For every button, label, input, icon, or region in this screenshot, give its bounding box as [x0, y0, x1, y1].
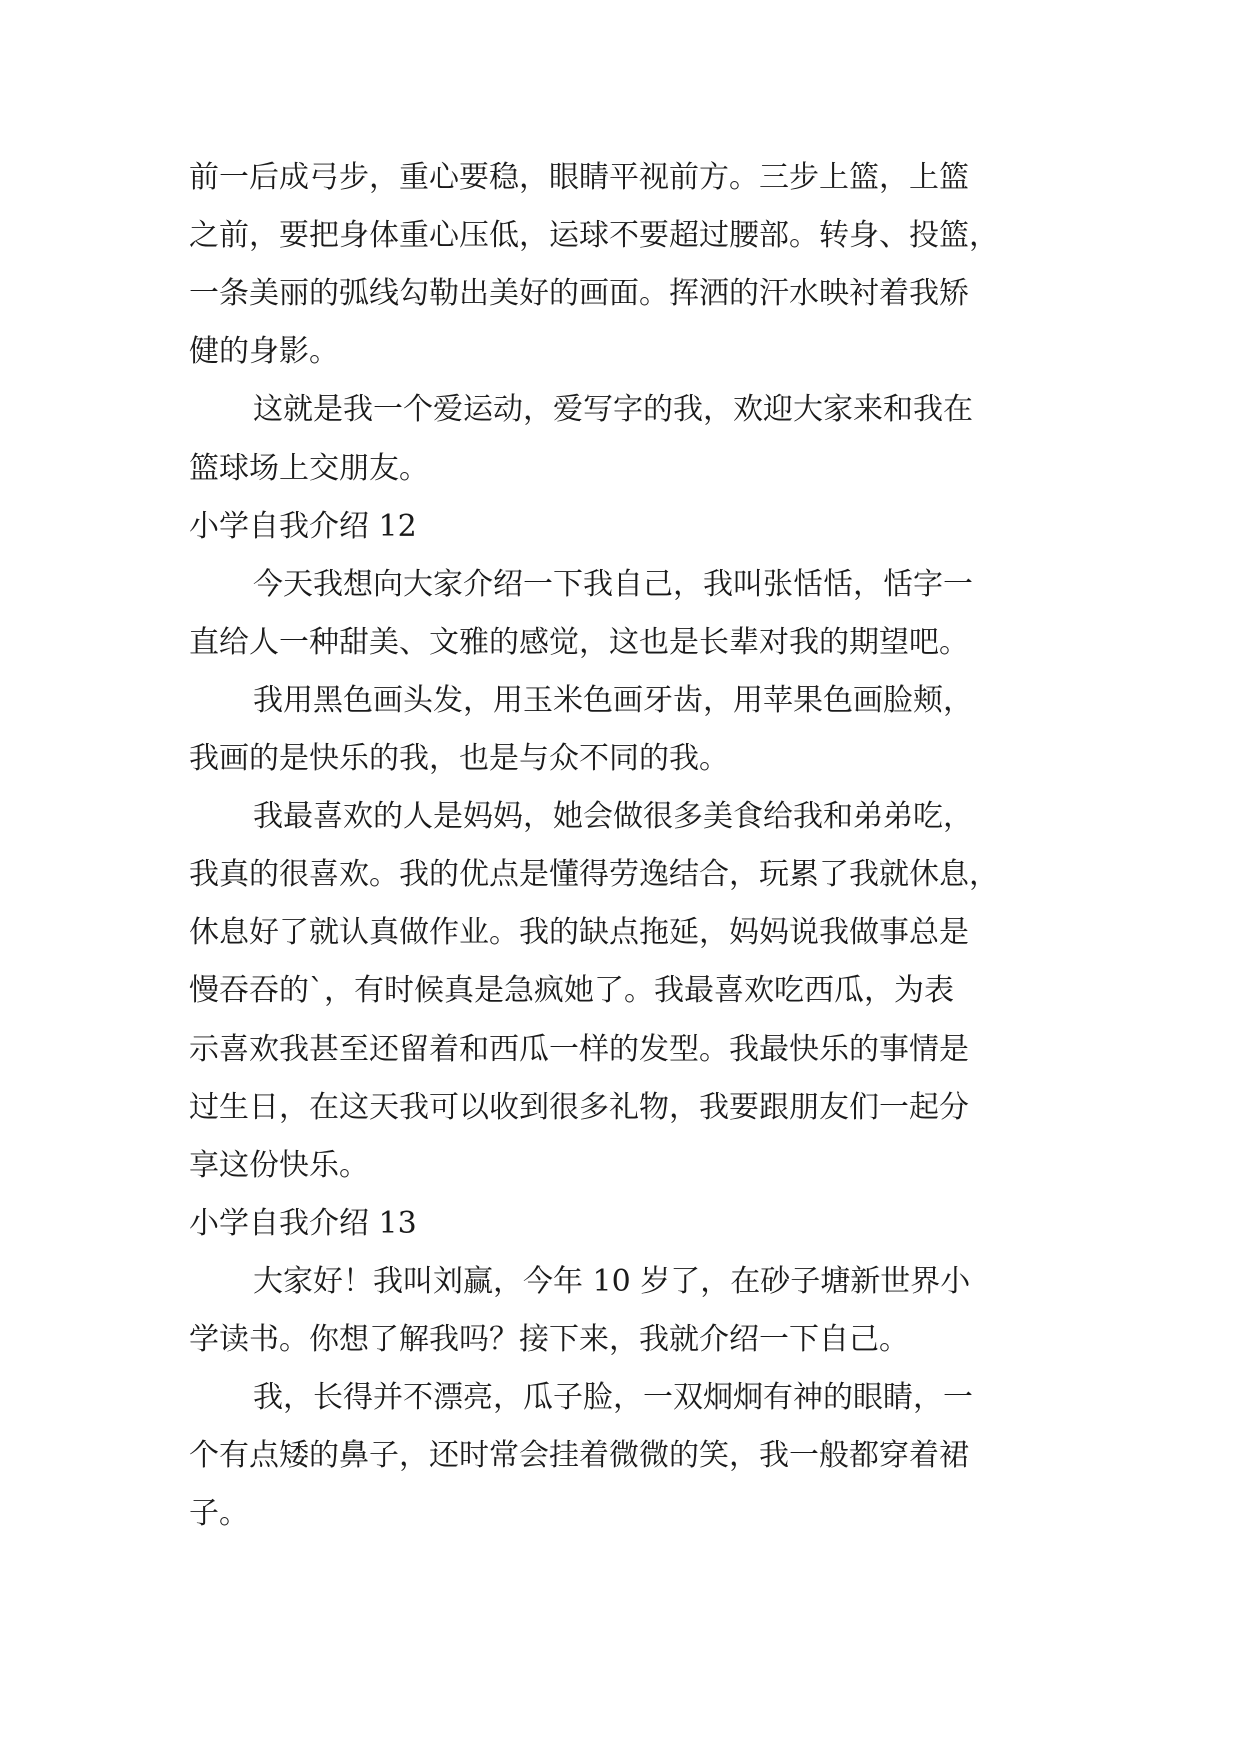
text-line: 过生日，在这天我可以收到很多礼物，我要跟朋友们一起分 — [189, 1090, 969, 1125]
text-line: 我用黑色画头发，用玉米色画牙齿，用苹果色画脸颊， — [253, 683, 973, 718]
text-line: 学读书。你想了解我吗？接下来，我就介绍一下自己。 — [189, 1322, 909, 1357]
text-line: 示喜欢我甚至还留着和西瓜一样的发型。我最快乐的事情是 — [189, 1032, 969, 1067]
text-line: 健的身影。 — [189, 334, 339, 369]
text-line: 今天我想向大家介绍一下我自己，我叫张恬恬，恬字一 — [253, 567, 973, 602]
text-line: 享这份快乐。 — [189, 1148, 369, 1183]
text-line: 我最喜欢的人是妈妈，她会做很多美食给我和弟弟吃， — [253, 799, 973, 834]
text-line: 我，长得并不漂亮，瓜子脸，一双炯炯有神的眼睛，一 — [253, 1380, 973, 1415]
text-line: 之前，要把身体重心压低，运球不要超过腰部。转身、投篮， — [189, 218, 999, 253]
section-heading: 小学自我介绍 12 — [189, 509, 417, 544]
text-line: 我画的是快乐的我，也是与众不同的我。 — [189, 741, 729, 776]
text-line: 慢吞吞的`，有时候真是急疯她了。我最喜欢吃西瓜，为表 — [189, 973, 954, 1008]
text-line: 这就是我一个爱运动，爱写字的我，欢迎大家来和我在 — [253, 392, 973, 427]
text-line: 大家好！我叫刘赢，今年 10 岁了，在砂子塘新世界小 — [253, 1264, 971, 1299]
text-line: 篮球场上交朋友。 — [189, 451, 429, 486]
section-heading: 小学自我介绍 13 — [189, 1206, 417, 1241]
text-line: 休息好了就认真做作业。我的缺点拖延，妈妈说我做事总是 — [189, 915, 969, 950]
text-line: 一条美丽的弧线勾勒出美好的画面。挥洒的汗水映衬着我矫 — [189, 276, 969, 311]
text-line: 直给人一种甜美、文雅的感觉，这也是长辈对我的期望吧。 — [189, 625, 969, 660]
text-line: 个有点矮的鼻子，还时常会挂着微微的笑，我一般都穿着裙 — [189, 1438, 969, 1473]
text-line: 前一后成弓步，重心要稳，眼睛平视前方。三步上篮，上篮 — [189, 160, 969, 195]
text-line: 子。 — [189, 1496, 249, 1531]
text-line: 我真的很喜欢。我的优点是懂得劳逸结合，玩累了我就休息， — [189, 857, 999, 892]
